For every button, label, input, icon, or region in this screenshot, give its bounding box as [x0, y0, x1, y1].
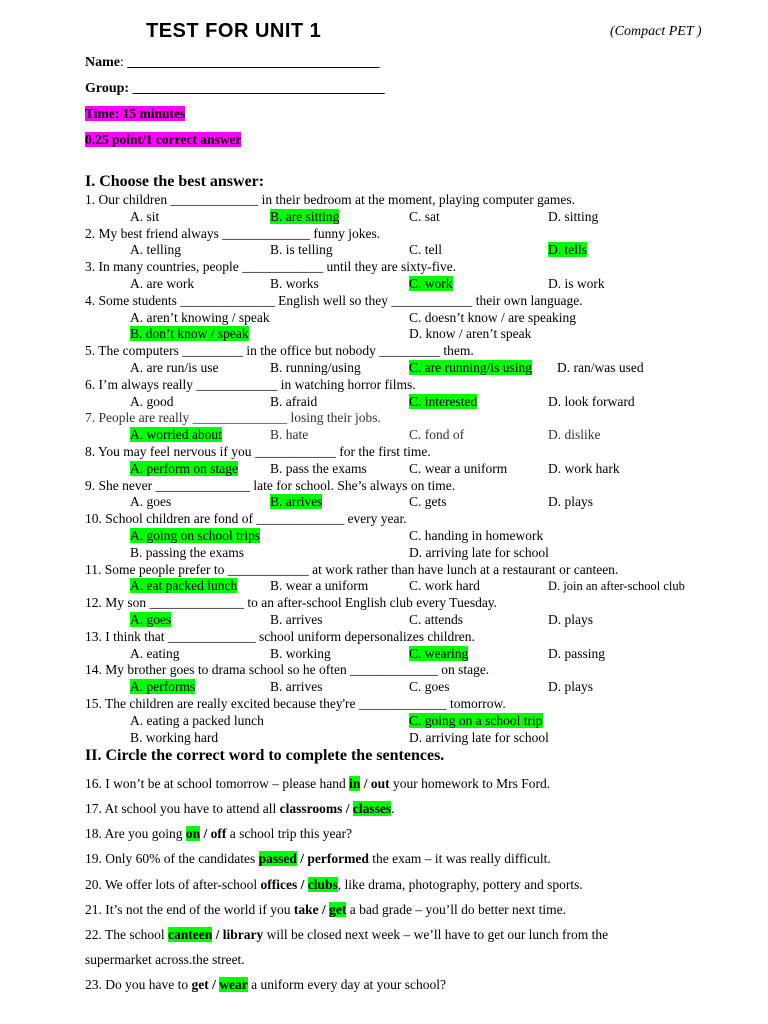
answer-option[interactable] [548, 394, 635, 410]
answer-option[interactable] [548, 579, 685, 594]
choice-separator: / [212, 927, 223, 942]
name-field [85, 55, 379, 71]
answer-option-label: D. tells [548, 242, 587, 258]
answer-option[interactable] [409, 326, 531, 342]
sentence [85, 851, 551, 867]
word-choice[interactable]: canteen [168, 927, 213, 942]
answer-option-label: A. perform on stage [130, 460, 238, 476]
answer-option-label: B. is telling [270, 242, 333, 258]
answer-option-label: D. join an after-school club [548, 579, 685, 594]
answer-option[interactable] [409, 713, 543, 729]
question-stem: 3. In many countries, people ____________ until they are sixty-five. [85, 259, 457, 275]
answer-option-label: A. goes [130, 612, 172, 627]
answer-option[interactable] [548, 646, 605, 662]
answer-option[interactable] [130, 394, 174, 410]
answer-option-label: B. running/using [270, 360, 361, 375]
answer-option-label: A. are work [130, 276, 195, 291]
group-line: ____________________________________ [132, 81, 385, 96]
word-choice[interactable]: performed [307, 851, 369, 866]
question-stem: 1. Our children _____________ in their bedroom at the moment, playing computer games. [85, 192, 576, 207]
question-stem: 5. The computers _________ in the office but nobody _________ them. [85, 343, 474, 359]
answer-option[interactable] [130, 209, 159, 225]
sentence-text: 22. The school [85, 927, 168, 942]
choice-separator: / [297, 877, 308, 892]
answer-option[interactable] [270, 242, 333, 258]
question-stem: 6. I’m always really ____________ in watching horror films. [85, 376, 416, 392]
answer-option-label: A. aren’t knowing / speak [130, 309, 270, 325]
answer-option-label: C. interested [409, 393, 478, 409]
word-choice[interactable]: get [191, 977, 209, 992]
sentence [85, 776, 550, 792]
answer-option[interactable] [130, 461, 238, 477]
part1-heading: I. Choose the best answer: [85, 173, 265, 190]
answer-option-label: B. arrives [270, 494, 323, 510]
word-choice[interactable]: clubs [307, 877, 338, 892]
answer-option-label: C. attends [409, 612, 463, 627]
answer-option[interactable] [409, 427, 464, 443]
answer-option-label: D. plays [548, 494, 593, 510]
choice-separator: / [200, 826, 211, 841]
question-stem: 10. School children are fond of _____________ every year. [85, 511, 407, 527]
answer-option[interactable] [548, 494, 593, 510]
time-badge: Time: 15 minutes [85, 106, 186, 121]
question-stem: 11. Some people prefer to ____________ at work rather than have lunch at a restaurant or canteen. [85, 561, 619, 577]
sentence-text: the exam – it was really difficult. [368, 851, 551, 866]
answer-option[interactable] [270, 612, 322, 628]
answer-option[interactable] [270, 209, 339, 225]
word-choice[interactable]: take [293, 902, 319, 917]
answer-option[interactable] [270, 461, 367, 477]
group-field [85, 81, 385, 97]
answer-option[interactable] [270, 360, 361, 376]
answer-option[interactable] [130, 679, 195, 695]
answer-option-label: C. going on a school trip [409, 712, 543, 728]
answer-option-label: A. eat packed lunch [130, 578, 238, 594]
answer-option[interactable] [130, 427, 222, 443]
word-choice[interactable]: classes [352, 801, 392, 816]
answer-option[interactable] [130, 578, 237, 594]
answer-option-label: C. fond of [409, 427, 465, 443]
answer-option-label: D. know / aren’t speak [409, 326, 532, 342]
answer-option[interactable] [409, 360, 532, 376]
answer-option[interactable] [270, 494, 322, 510]
sentence-text: a school trip this year? [226, 826, 352, 841]
answer-option[interactable] [270, 679, 322, 695]
answer-option-label: D. sitting [548, 208, 599, 224]
points-badge: 0.25 point/1 correct answer [85, 132, 242, 147]
word-choice[interactable]: on [185, 826, 201, 841]
answer-option[interactable] [130, 494, 171, 510]
answer-option-label: B. wear a uniform [270, 578, 369, 594]
question-stem: 9. She never ______________ late for school. She’s always on time. [85, 477, 456, 493]
part2-heading: II. Circle the correct word to complete the sentences. [85, 747, 445, 764]
answer-option-label: A. going on school trips [130, 528, 261, 543]
answer-option-label: B. hate [270, 427, 309, 443]
answer-option-label: B. working [270, 645, 331, 661]
word-choice[interactable]: get [329, 902, 347, 917]
answer-option-label: A. good [130, 393, 174, 409]
answer-option[interactable] [409, 394, 477, 410]
answer-option-label: B. pass the exams [270, 460, 367, 476]
answer-option-label: A. performs [130, 679, 196, 695]
word-choice[interactable]: wear [219, 977, 248, 992]
answer-option[interactable] [409, 242, 442, 258]
sentence-text: 21. It’s not the end of the world if you [85, 902, 294, 917]
points-info [85, 132, 241, 148]
word-choice[interactable]: passed [258, 851, 297, 866]
answer-option[interactable] [130, 360, 218, 376]
name-label: Name [85, 55, 120, 70]
sentence-text: a bad grade – you’ll do better next time. [346, 902, 567, 917]
answer-option[interactable] [409, 276, 453, 292]
answer-option[interactable] [130, 730, 218, 746]
answer-option-label: B. passing the exams [130, 544, 244, 560]
answer-option[interactable] [409, 528, 543, 544]
answer-option[interactable] [270, 394, 317, 410]
answer-option[interactable] [130, 545, 244, 561]
word-choice[interactable]: classrooms [279, 801, 343, 816]
answer-option-label: C. tell [409, 242, 442, 258]
answer-option[interactable] [409, 209, 440, 225]
answer-option-label: D. work hark [548, 460, 620, 476]
answer-option-label: B. works [270, 276, 319, 291]
answer-option-label: C. work [409, 276, 453, 291]
answer-option-label: A. telling [130, 242, 181, 258]
answer-option-label: A. eating a packed lunch [130, 712, 264, 728]
sentence-text: will be closed next week – we’ll have to get our lunch from the [263, 927, 609, 942]
answer-option-label: B. arrives [270, 612, 323, 627]
sentence-text: 19. Only 60% of the candidates [85, 851, 259, 866]
answer-option[interactable] [270, 646, 331, 662]
sentence-text: a uniform every day at your school? [247, 977, 447, 992]
answer-option[interactable] [409, 679, 450, 695]
question-stem: 4. Some students ______________ English well so they ____________ their own language. [85, 292, 583, 308]
word-choice[interactable]: off [210, 826, 227, 841]
word-choice[interactable]: library [222, 927, 264, 942]
answer-option-label: D. arriving late for school [409, 729, 549, 745]
answer-option-label: B. don’t know / speak [130, 326, 249, 342]
answer-option[interactable] [270, 276, 319, 292]
answer-option[interactable] [270, 578, 368, 594]
answer-option[interactable] [548, 612, 593, 628]
answer-option-label: C. are running/is using [409, 360, 532, 375]
sentence [85, 977, 446, 993]
word-choice[interactable]: out [370, 776, 390, 791]
question-stem: 8. You may feel nervous if you ____________ for the first time. [85, 444, 431, 459]
sentence-text: . [391, 801, 395, 816]
answer-option[interactable] [548, 679, 593, 695]
answer-option[interactable] [409, 545, 549, 561]
answer-option[interactable] [270, 427, 308, 443]
answer-option[interactable] [130, 242, 181, 258]
question-stem: 12. My son ______________ to an after-school English club every Tuesday. [85, 595, 498, 611]
answer-option-label: D. look forward [548, 393, 635, 409]
sentence [85, 801, 394, 817]
book-name: (Compact PET ) [610, 24, 702, 39]
answer-option[interactable] [548, 427, 601, 443]
sentence [85, 902, 566, 918]
question-stem: 13. I think that _____________ school uniform depersonalizes children. [85, 628, 475, 644]
answer-option[interactable] [409, 612, 463, 628]
choice-separator: / [342, 801, 353, 816]
sentence-text: 17. At school you have to attend all [85, 801, 280, 816]
answer-option[interactable] [130, 528, 260, 544]
answer-option-label: B. are sitting [270, 208, 340, 224]
answer-option-label: D. arriving late for school [409, 544, 549, 560]
answer-option-label: A. are run/is use [130, 360, 219, 375]
answer-option-label: B. working hard [130, 729, 219, 745]
sentence-text: your homework to Mrs Ford. [389, 776, 551, 791]
answer-option-label: D. ran/was used [557, 360, 644, 375]
answer-option[interactable] [130, 326, 249, 342]
sentence-text: 23. Do you have to [85, 977, 192, 992]
answer-option-label: D. plays [548, 679, 593, 695]
answer-option-label: D. passing [548, 645, 605, 661]
answer-option-label: C. handing in homework [409, 528, 544, 543]
choice-separator: / [208, 977, 220, 992]
answer-option-label: D. is work [548, 276, 605, 291]
answer-option[interactable] [130, 713, 264, 729]
sentence-text: 16. I won’t be at school tomorrow – please hand [85, 776, 350, 791]
answer-option-label: A. sit [130, 208, 160, 224]
sentence-text: 20. We offer lots of after-school [85, 877, 261, 892]
answer-option-label: C. sat [409, 208, 440, 224]
answer-option-label: A. eating [130, 645, 180, 661]
group-label: Group: [85, 81, 130, 96]
question-stem: 14. My brother goes to drama school so he often _____________ on stage. [85, 662, 490, 678]
answer-option[interactable] [409, 461, 507, 477]
word-choice[interactable]: in [349, 776, 361, 791]
answer-option-label: C. goes [409, 679, 450, 695]
name-colon: : [120, 55, 124, 70]
answer-option-label: A. worried about [130, 427, 222, 443]
answer-option[interactable] [130, 612, 171, 628]
name-line: ____________________________________ [127, 55, 380, 70]
answer-option-label: B. arrives [270, 679, 323, 695]
answer-option[interactable] [130, 310, 270, 326]
sentence [85, 927, 608, 943]
answer-option[interactable] [409, 578, 480, 594]
sentence-text: supermarket across.the street. [85, 952, 245, 967]
answer-option[interactable] [548, 461, 620, 477]
answer-option[interactable] [409, 646, 468, 662]
choice-separator: / [360, 776, 371, 791]
question-stem: 7. People are really ______________ losing their jobs. [85, 410, 381, 426]
answer-option[interactable] [548, 209, 598, 225]
answer-option-label: C. gets [409, 494, 447, 510]
answer-option-label: C. work hard [409, 578, 480, 594]
answer-option[interactable] [130, 276, 194, 292]
choice-separator: / [318, 902, 330, 917]
answer-option[interactable] [409, 730, 549, 746]
word-choice[interactable]: offices [260, 877, 298, 892]
answer-option-label: D. plays [548, 612, 593, 627]
answer-option-label: C. doesn’t know / are speaking [409, 309, 576, 325]
sentence [85, 826, 352, 842]
answer-option[interactable] [557, 360, 644, 376]
answer-option-label: B. afraid [270, 393, 318, 409]
question-stem: 15. The children are really excited because they're _____________ tomorrow. [85, 696, 506, 711]
answer-option-label: D. dislike [548, 427, 601, 443]
sentence-text: , like drama, photography, pottery and sports. [337, 877, 583, 892]
answer-option-label: A. goes [130, 494, 172, 510]
sentence [85, 952, 245, 968]
choice-separator: / [296, 851, 308, 866]
answer-option[interactable] [548, 242, 587, 258]
question-stem: 2. My best friend always _____________ funny jokes. [85, 225, 381, 241]
answer-option[interactable] [130, 646, 180, 662]
answer-option-label: C. wearing [409, 645, 469, 661]
answer-option[interactable] [409, 494, 447, 510]
time-info [85, 106, 185, 122]
sentence-text: 18. Are you going [85, 826, 186, 841]
answer-option[interactable] [409, 310, 576, 326]
sentence [85, 877, 583, 893]
answer-option-label: C. wear a uniform [409, 460, 508, 476]
answer-option[interactable] [548, 276, 605, 292]
page-title: TEST FOR UNIT 1 [146, 20, 322, 42]
